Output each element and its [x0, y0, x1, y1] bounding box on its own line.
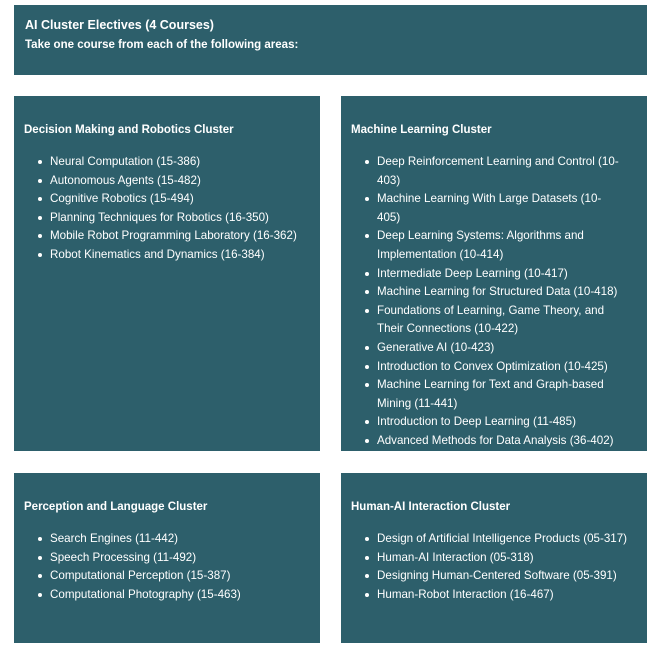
list-item: Deep Learning Systems: Algorithms and Implementation (10-414) — [377, 227, 625, 264]
list-item: Introduction to Deep Learning (11-485) — [377, 413, 625, 432]
list-item: Intermediate Deep Learning (10-417) — [377, 265, 625, 284]
cluster-perception-language — [14, 473, 320, 643]
course-list — [351, 153, 639, 451]
course-list — [24, 153, 312, 265]
list-item: Planning Techniques for Robotics (16-350) — [50, 209, 312, 228]
page-subtitle: Take one course from each of the following areas: — [25, 39, 299, 51]
course-list — [24, 530, 312, 604]
list-item: Neural Computation (15-386) — [50, 153, 312, 172]
list-item: Robot Kinematics and Dynamics (16-384) — [50, 246, 312, 265]
cluster-human-ai-interaction — [341, 473, 647, 643]
list-item: Machine Learning for Structured Data (10-418) — [377, 283, 625, 302]
list-item: Human-Robot Interaction (16-467) — [377, 586, 639, 605]
list-item: Cognitive Robotics (15-494) — [50, 190, 312, 209]
list-item: Machine Learning With Large Datasets (10-405) — [377, 190, 625, 227]
list-item: Foundations of Learning, Game Theory, and Their Connections (10-422) — [377, 302, 625, 339]
page-title: AI Cluster Electives (4 Courses) — [25, 18, 214, 32]
cluster-title: Decision Making and Robotics Cluster — [24, 124, 234, 136]
cluster-title: Human-AI Interaction Cluster — [351, 501, 511, 513]
list-item: Introduction to Convex Optimization (10-425) — [377, 358, 625, 377]
cluster-machine-learning — [341, 96, 647, 451]
cluster-title: Perception and Language Cluster — [24, 501, 208, 513]
list-item: Designing Human-Centered Software (05-391) — [377, 567, 639, 586]
list-item: Speech Processing (11-492) — [50, 549, 312, 568]
list-item: Human-AI Interaction (05-318) — [377, 549, 639, 568]
list-item: Deep Reinforcement Learning and Control (10-403) — [377, 153, 625, 190]
list-item: Computational Photography (15-463) — [50, 586, 312, 605]
list-item: Machine Learning for Text and Graph-based Mining (11-441) — [377, 376, 625, 413]
course-list — [351, 530, 639, 604]
list-item: Design of Artificial Intelligence Products (05-317) — [377, 530, 639, 549]
list-item: Generative AI (10-423) — [377, 339, 625, 358]
list-item: Computational Perception (15-387) — [50, 567, 312, 586]
list-item: Advanced Methods for Data Analysis (36-402) — [377, 432, 625, 451]
cluster-decision-making-robotics — [14, 96, 320, 451]
list-item: Autonomous Agents (15-482) — [50, 172, 312, 191]
list-item: Search Engines (11-442) — [50, 530, 312, 549]
electives-header — [14, 5, 647, 75]
cluster-title: Machine Learning Cluster — [351, 124, 492, 136]
list-item: Mobile Robot Programming Laboratory (16-362) — [50, 227, 312, 246]
